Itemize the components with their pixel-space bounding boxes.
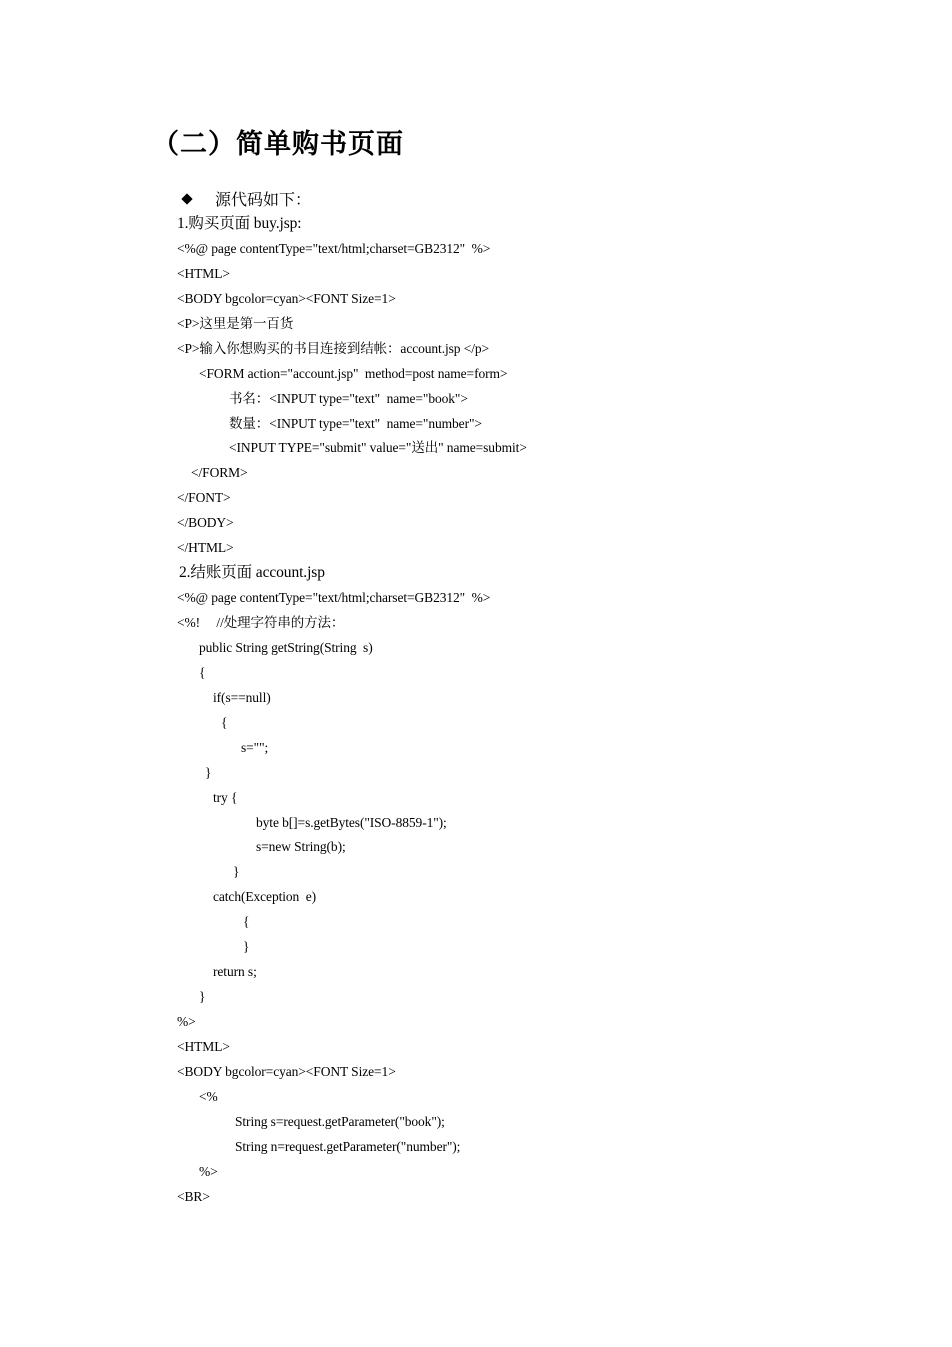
code-line: </FONT> [177, 490, 231, 506]
bullet-text: 源代码如下： [215, 192, 312, 209]
code-line: <BODY bgcolor=cyan><FONT Size=1> [177, 290, 396, 306]
code-line: <FORM action="account.jsp" method=post name=form> [199, 365, 508, 381]
diamond-bullet-icon [181, 193, 192, 204]
bullet-item [181, 187, 311, 210]
code-line: <P>输入你想购买的书目连接到结帐：account.jsp </p> [177, 340, 490, 356]
code-line: } [243, 939, 250, 955]
code-line: String s=request.getParameter("book"); [235, 1113, 445, 1129]
code-line: s=new String(b); [256, 839, 346, 855]
code-line: public String getString(String s) [199, 639, 373, 655]
code-line: <%@ page contentType="text/html;charset=GB2312" %> [177, 240, 491, 256]
code-line: <BR> [177, 1188, 210, 1204]
code-line: 数量：<INPUT type="text" name="number"> [229, 415, 482, 431]
code-line: } [199, 989, 206, 1005]
code-line: <HTML> [177, 1038, 230, 1054]
code-line: 2.结账页面 account.jsp [179, 564, 325, 582]
code-line: <INPUT TYPE="submit" value="送出" name=submit> [229, 440, 527, 456]
code-line: } [233, 864, 240, 880]
code-line: try { [213, 789, 238, 805]
code-line: return s; [213, 964, 257, 980]
code-line: </BODY> [177, 515, 234, 531]
code-line: </HTML> [177, 540, 234, 556]
code-line: </FORM> [191, 465, 248, 481]
code-line: catch(Exception e) [213, 889, 317, 905]
code-line: String n=request.getParameter("number"); [235, 1138, 461, 1154]
code-line: <% [199, 1088, 218, 1104]
code-line: if(s==null) [213, 689, 271, 705]
code-line: <BODY bgcolor=cyan><FONT Size=1> [177, 1063, 396, 1079]
code-line: <%! //处理字符串的方法： [177, 615, 345, 630]
code-line: { [243, 914, 250, 930]
code-line: <HTML> [177, 265, 230, 281]
code-line: %> [177, 1014, 196, 1029]
code-line: { [199, 664, 206, 680]
code-line: %> [199, 1163, 218, 1179]
code-line: { [221, 714, 228, 730]
code-line: <P>这里是第一百货 [177, 315, 294, 331]
code-line: byte b[]=s.getBytes("ISO-8859-1"); [256, 814, 447, 830]
code-line: s=""; [241, 739, 269, 755]
source-code-block [177, 212, 917, 1210]
code-line: } [205, 764, 212, 780]
code-line: 书名：<INPUT type="text" name="book"> [229, 390, 468, 406]
code-line: <%@ page contentType="text/html;charset=GB2312" %> [177, 590, 491, 606]
code-line: 1.购买页面 buy.jsp: [177, 215, 302, 232]
section-title: （二）简单购书页面 [152, 129, 404, 160]
